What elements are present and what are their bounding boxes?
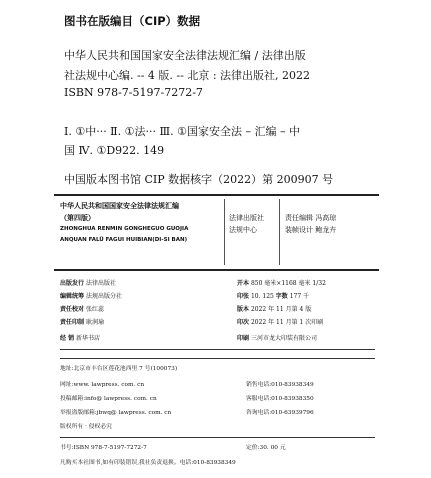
- return-notice: 凡购买本社图书,如有印装错误,我社负责退换。电话:010-83938349: [60, 460, 236, 466]
- design-name: 鲍龙卉: [315, 226, 337, 234]
- title-block-bottom-rule: [54, 269, 379, 271]
- production-row: 印次 2022 年 11 月第 1 次印刷: [237, 319, 324, 326]
- sales-phone: 销售电话:010-83938349: [246, 382, 314, 388]
- book-title-pinyin-line2: ANQUAN FALÜ FAGUI HUIBIAN(DI-SI BAN): [60, 237, 188, 243]
- production-row: 出版发行 法律出版社: [60, 280, 116, 287]
- piracy-report-email: 举报盗版邮箱:jbwq@ lawpress. com. cn: [60, 410, 172, 416]
- title-block-divider-1: [224, 199, 225, 265]
- footer-top-rule-1: [60, 349, 375, 350]
- publisher-department: 法规中心: [229, 226, 257, 234]
- cip-line-title: 中华人民共和国国家安全法律法规汇编 / 法律出版: [64, 49, 306, 62]
- book-title-pinyin-line1: ZHONGHUA RENMIN GONGHEGUO GUOJIA: [60, 226, 189, 232]
- submission-email: 投稿邮箱:info@ lawpress. com. cn: [60, 396, 157, 402]
- production-row: 开本 850 毫米×1168 毫米 1/32: [237, 280, 326, 287]
- production-row: 印刷 三河市龙大印装有限公司: [237, 335, 317, 342]
- cip-line-record-number: 中国版本图书馆 CIP 数据核字（2022）第 200907 号: [64, 173, 334, 186]
- website: 网址:www. lawpress. com. cn: [60, 382, 145, 388]
- production-row: 责任印制 耿润瑜: [60, 319, 104, 326]
- editor-name: 冯高琼: [315, 214, 337, 222]
- production-row: 责任校对 张红蕊: [60, 306, 104, 313]
- production-row: 编辑统筹 法规出版分社: [60, 293, 122, 300]
- address: 地址:北京市丰台区莲花池西里 7 号(100073): [60, 366, 178, 372]
- cip-line-subjects: Ⅰ. ①中··· Ⅱ. ①法··· Ⅲ. ①国家安全法 – 汇编 – 中: [64, 125, 300, 138]
- cip-line-publisher: 社法规中心编. -- 4 版. -- 北京 : 法律出版社, 2022: [64, 69, 311, 82]
- editor-label: 责任编辑: [285, 214, 313, 222]
- book-title: 中华人民共和国国家安全法律法规汇编: [60, 201, 179, 210]
- service-phone: 客服电话:010-83938350: [246, 396, 314, 402]
- cip-line-classification: 国 Ⅳ. ①D922. 149: [64, 144, 165, 157]
- publisher-name: 法律出版社: [229, 214, 264, 222]
- production-row: 经 销 新华书店: [60, 335, 101, 342]
- footer-isbn-rule: [60, 437, 375, 438]
- cip-line-isbn: ISBN 978-7-5197-7272-7: [64, 86, 203, 99]
- title-block-top-rule: [54, 194, 379, 196]
- cip-heading: 图书在版编目（CIP）数据: [64, 14, 201, 28]
- production-row: 印张 10. 125 字数 177 千: [237, 293, 310, 300]
- title-block-divider-2: [279, 199, 280, 265]
- book-edition: （第四版）: [60, 213, 95, 222]
- production-row: 版本 2022 年 11 月第 4 版: [237, 306, 312, 313]
- isbn: 书号:ISBN 978-7-5197-7272-7: [60, 445, 147, 451]
- design-label: 装帧设计: [285, 226, 313, 234]
- design-credit: [285, 225, 336, 235]
- price: 定价:30. 00 元: [246, 445, 286, 451]
- editor-credit: [285, 213, 336, 223]
- footer-top-rule-2: [60, 358, 375, 359]
- rights-notice: 版权所有 · 侵权必究: [60, 424, 112, 430]
- consult-phone: 咨询电话:010-63939796: [246, 410, 314, 416]
